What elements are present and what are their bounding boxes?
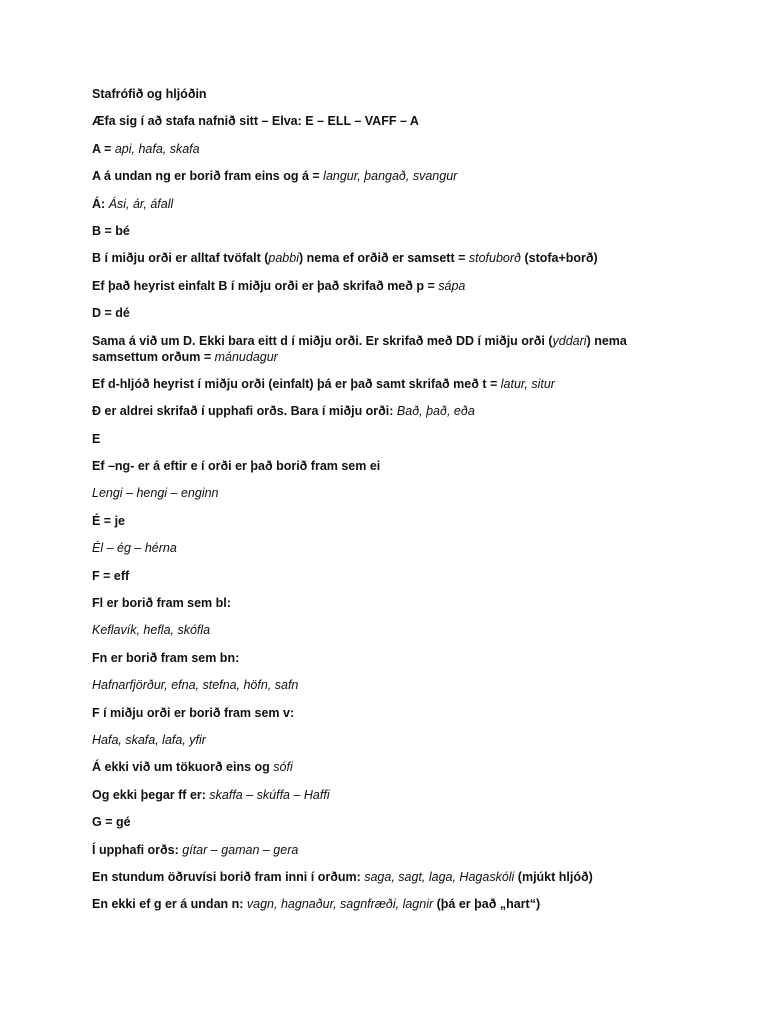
text-segment: A á undan ng er borið fram eins og á = <box>92 169 324 184</box>
text-segment: Fn er borið fram sem bn: <box>92 650 240 665</box>
paragraph-p14 <box>92 485 652 501</box>
paragraph-p11 <box>92 403 652 419</box>
paragraph-p4 <box>92 196 652 212</box>
text-segment: A = <box>92 141 115 156</box>
paragraph-p15 <box>92 513 652 529</box>
example-words: saga, sagt, laga, Hagaskóli <box>364 869 515 884</box>
paragraph-p8 <box>92 305 652 321</box>
paragraph-p2 <box>92 141 652 157</box>
text-segment: (mjúkt hljóð) <box>514 869 593 884</box>
text-segment: D = dé <box>92 306 130 321</box>
text-segment: Æfa sig í að stafa nafnið sitt – Elva: E – ELL – VAFF – A <box>92 114 419 129</box>
text-segment: G = gé <box>92 815 131 830</box>
text-segment: Í upphafi orðs: <box>92 842 183 857</box>
text-segment: Stafrófið og hljóðin <box>92 87 207 101</box>
text-segment: Á ekki við um tökuorð eins og <box>92 760 274 775</box>
paragraph-p16 <box>92 540 652 556</box>
text-segment: (stofa+borð) <box>520 251 598 266</box>
text-segment: ) nema samsettum orðum = <box>92 333 627 364</box>
paragraph-p12 <box>92 431 652 447</box>
paragraph-p22 <box>92 705 652 721</box>
paragraph-p27 <box>92 842 652 858</box>
document-body <box>92 86 652 924</box>
paragraph-p28 <box>92 869 652 885</box>
example-words: latur, situr <box>500 376 555 391</box>
text-segment: É = je <box>92 513 126 528</box>
paragraph-p23 <box>92 732 652 748</box>
paragraph-p5 <box>92 223 652 239</box>
text-segment: B = bé <box>92 223 130 238</box>
example-words: gítar – gaman – gera <box>182 842 299 857</box>
paragraph-p13 <box>92 458 652 474</box>
example-words: Él – ég – hérna <box>92 541 177 556</box>
text-segment: Ef d-hljóð heyrist í miðju orði (einfalt) þá er það samt skrifað með t = <box>92 376 501 391</box>
example-words: yddari <box>552 333 587 348</box>
example-words: stofuborð <box>468 251 521 266</box>
example-words: sápa <box>438 278 466 293</box>
text-segment: (þá er það „hart“) <box>433 897 541 912</box>
document-title <box>92 86 652 102</box>
paragraph-p6 <box>92 250 652 266</box>
text-segment: Fl er borið fram sem bl: <box>92 596 231 611</box>
paragraph-p24 <box>92 759 652 775</box>
text-segment: E <box>92 431 101 446</box>
example-words: api, hafa, skafa <box>114 141 200 156</box>
example-words: Hafnarfjörður, efna, stefna, höfn, safn <box>92 678 299 693</box>
example-words: langur, þangað, svangur <box>323 169 458 184</box>
example-words: Hafa, skafa, lafa, yfir <box>92 732 206 747</box>
example-words: Keflavík, hefla, skófla <box>92 623 211 638</box>
text-segment: Ef –ng- er á eftir e í orði er það borið fram sem ei <box>92 459 381 474</box>
paragraph-p26 <box>92 814 652 830</box>
text-segment: B í miðju orði er alltaf tvöfalt ( <box>92 251 269 266</box>
example-words: Bað, það, eða <box>396 404 475 419</box>
example-words: vagn, hagnaður, sagnfræði, lagnir <box>246 897 434 912</box>
paragraph-p7 <box>92 278 652 294</box>
example-words: Lengi – hengi – enginn <box>92 486 219 501</box>
example-words: mánudagur <box>214 349 278 364</box>
paragraph-p9 <box>92 333 652 365</box>
text-segment: En ekki ef g er á undan n: <box>92 897 247 912</box>
paragraph-p17 <box>92 568 652 584</box>
text-segment: ) nema ef orðið er samsett = <box>299 251 469 266</box>
paragraph-p18 <box>92 595 652 611</box>
text-segment: F = eff <box>92 568 130 583</box>
paragraph-p21 <box>92 677 652 693</box>
example-words: Ási, ár, áfall <box>108 196 174 211</box>
text-segment: Sama á við um D. Ekki bara eitt d í miðju orði. Er skrifað með DD í miðju orði ( <box>92 333 553 348</box>
paragraph-p10 <box>92 376 652 392</box>
example-words: sófi <box>273 760 293 775</box>
example-words: pabbi <box>268 251 299 266</box>
text-segment: F í miðju orði er borið fram sem v: <box>92 705 295 720</box>
paragraph-p29 <box>92 896 652 912</box>
text-segment: Og ekki þegar ff er: <box>92 787 210 802</box>
text-segment: Á: <box>92 196 109 211</box>
paragraph-p25 <box>92 787 652 803</box>
paragraph-p3 <box>92 168 652 184</box>
paragraph-p19 <box>92 622 652 638</box>
paragraph-p1 <box>92 113 652 129</box>
text-segment: En stundum öðruvísi borið fram inni í orðum: <box>92 869 365 884</box>
example-words: skaffa – skúffa – Haffi <box>209 787 330 802</box>
text-segment: Ef það heyrist einfalt B í miðju orði er það skrifað með p = <box>92 278 439 293</box>
paragraph-p20 <box>92 650 652 666</box>
text-segment: Ð er aldrei skrifað í upphafi orðs. Bara í miðju orði: <box>92 404 397 419</box>
